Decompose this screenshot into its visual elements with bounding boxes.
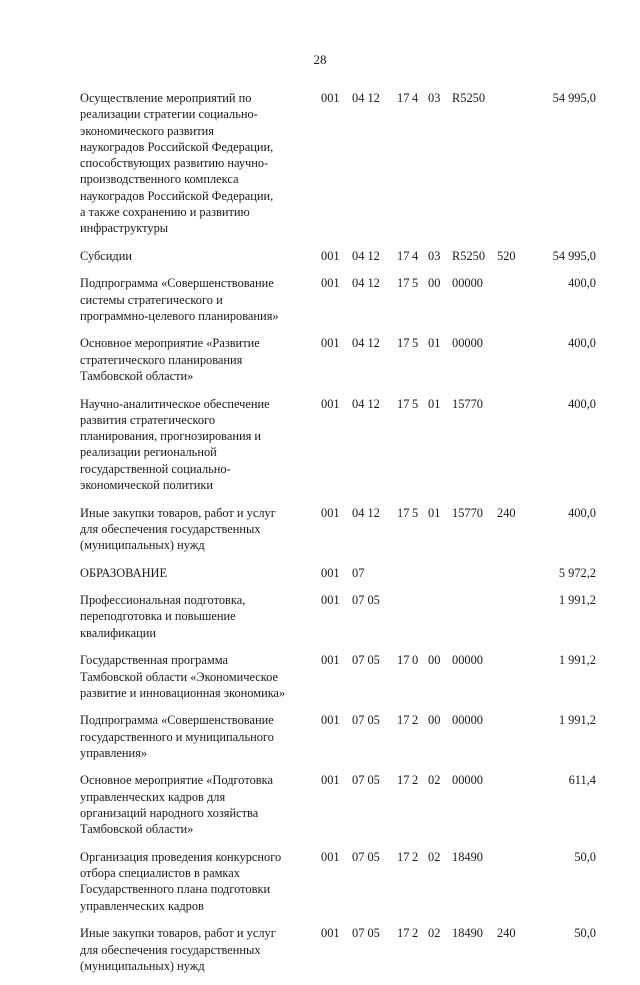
row-name-line: Субсидии	[80, 248, 132, 263]
row-name-line: управленческих кадров	[80, 898, 204, 913]
row-target-direction: 00000	[452, 336, 483, 351]
row-name-line: управленческих кадров для	[80, 789, 226, 804]
row-name-line: Тамбовской области «Экономическое	[80, 669, 279, 684]
row-target-direction: 00000	[452, 713, 483, 728]
row-name-line: Иные закупки товаров, работ и услуг	[80, 505, 276, 520]
row-section: 04 12	[352, 91, 380, 105]
table-row	[0, 592, 640, 652]
row-name-line: управления»	[80, 745, 148, 760]
row-name-line: Тамбовской области»	[80, 822, 194, 837]
row-amount: 400,0	[568, 276, 596, 291]
row-name-line: реализации стратегии социально-	[80, 107, 258, 122]
row-name-line: экономической политики	[80, 478, 213, 493]
row-name-line: ОБРАЗОВАНИЕ	[80, 565, 168, 580]
row-amount: 611,4	[568, 773, 596, 788]
row-amount: 400,0	[568, 396, 596, 411]
row-target-subprogram: 5	[412, 336, 419, 351]
row-code: 001	[321, 505, 340, 520]
row-name	[80, 396, 308, 494]
row-target-program: 17	[397, 276, 410, 291]
row-name	[80, 652, 308, 701]
row-name-line: государственного и муниципального	[80, 729, 274, 744]
row-target-event: 00	[428, 713, 441, 728]
row-name-line: Осуществление мероприятий по	[80, 91, 252, 105]
row-amount: 1 991,2	[558, 653, 596, 668]
row-target-event: 02	[428, 926, 441, 941]
row-target-subprogram: 5	[412, 276, 419, 291]
row-name-line: реализации региональной	[80, 445, 217, 460]
row-target-subprogram: 2	[412, 926, 419, 941]
row-name-line: Научно-аналитическое обеспечение	[80, 396, 270, 411]
row-name	[80, 712, 308, 761]
row-target-subprogram: 2	[412, 849, 419, 864]
row-code: 001	[321, 773, 340, 788]
row-name	[80, 772, 308, 837]
page-number: 28	[313, 52, 327, 67]
row-code: 001	[321, 849, 340, 864]
row-section: 04 12	[352, 276, 380, 291]
row-name	[80, 335, 308, 384]
row-code: 001	[321, 336, 340, 351]
table-row	[0, 565, 640, 593]
row-target-program: 17	[397, 926, 410, 941]
row-target-program: 17	[397, 336, 410, 351]
table-row	[0, 772, 640, 848]
row-amount: 50,0	[574, 926, 596, 941]
row-name-line: а также сохранению и развитию	[80, 205, 250, 220]
row-section: 04 12	[352, 505, 380, 520]
row-name-line: для обеспечения государственных	[80, 521, 261, 536]
row-name-line: экономического развития	[80, 123, 214, 138]
row-code: 001	[321, 248, 340, 263]
row-name	[80, 565, 308, 581]
row-target-event: 00	[428, 653, 441, 668]
row-target-subprogram: 0	[412, 653, 419, 668]
row-code: 001	[321, 653, 340, 668]
row-target-direction: 00000	[452, 653, 483, 668]
row-expense-type: 240	[497, 505, 516, 520]
row-target-direction: 18490	[452, 926, 483, 941]
row-section: 04 12	[352, 336, 380, 351]
row-target-event: 00	[428, 276, 441, 291]
row-target-program: 17	[397, 849, 410, 864]
row-name-line: системы стратегического и	[80, 292, 223, 307]
row-code: 001	[321, 276, 340, 291]
row-name-line: для обеспечения государственных	[80, 942, 261, 957]
row-name-line: переподготовка и повышение	[80, 609, 236, 624]
row-name-line: развития стратегического	[80, 412, 216, 427]
row-target-event: 02	[428, 849, 441, 864]
row-amount: 400,0	[568, 336, 596, 351]
row-target-program: 17	[397, 396, 410, 411]
row-target-program: 17	[397, 653, 410, 668]
row-section: 07 05	[352, 773, 380, 788]
table-row	[0, 712, 640, 772]
row-code: 001	[321, 713, 340, 728]
row-name-line: Организация проведения конкурсного	[80, 849, 282, 864]
row-target-program: 17	[397, 773, 410, 788]
row-name-line: Государственного плана подготовки	[80, 882, 271, 897]
row-target-direction: R5250	[452, 248, 486, 263]
row-target-event: 01	[428, 505, 441, 520]
row-name-line: (муниципальных) нужд	[80, 958, 205, 973]
row-target-subprogram: 2	[412, 713, 419, 728]
row-target-direction: 18490	[452, 849, 483, 864]
table-row	[0, 925, 640, 985]
row-target-event: 03	[428, 91, 441, 105]
row-expense-type: 520	[497, 248, 516, 263]
row-target-direction: 00000	[452, 773, 483, 788]
row-name-line: (муниципальных) нужд	[80, 538, 205, 553]
row-target-subprogram: 5	[412, 505, 419, 520]
row-name-line: Профессиональная подготовка,	[80, 593, 246, 608]
row-target-event: 01	[428, 396, 441, 411]
row-amount: 50,0	[574, 849, 596, 864]
row-name	[80, 592, 308, 641]
row-section: 07 05	[352, 713, 380, 728]
row-name-line: организаций народного хозяйства	[80, 806, 259, 821]
table-row	[0, 335, 640, 395]
row-name-line: производственного комплекса	[80, 172, 239, 187]
row-code: 001	[321, 565, 340, 580]
row-target-program: 17	[397, 91, 410, 105]
budget-table	[0, 90, 640, 985]
row-code: 001	[321, 396, 340, 411]
row-target-subprogram: 2	[412, 773, 419, 788]
row-name-line: Тамбовской области»	[80, 369, 194, 384]
row-name	[80, 275, 308, 324]
row-target-subprogram: 4	[412, 248, 419, 263]
row-name	[80, 505, 308, 554]
row-name-line: наукоградов Российской Федерации,	[80, 139, 274, 154]
row-amount: 1 991,2	[558, 593, 596, 608]
row-section: 07	[352, 565, 365, 580]
row-section: 07 05	[352, 926, 380, 941]
row-name-line: государственной социально-	[80, 461, 231, 476]
row-amount: 54 995,0	[552, 91, 596, 105]
table-row	[0, 248, 640, 276]
row-name-line: Иные закупки товаров, работ и услуг	[80, 926, 276, 941]
row-target-direction: R5250	[452, 91, 486, 105]
row-name-line: инфраструктуры	[80, 221, 169, 236]
row-section: 07 05	[352, 593, 380, 608]
row-code: 001	[321, 926, 340, 941]
table-row	[0, 275, 640, 335]
row-name-line: Основное мероприятие «Развитие	[80, 336, 260, 351]
table-row	[0, 849, 640, 925]
row-target-event: 01	[428, 336, 441, 351]
row-name-line: планирования, прогнозирования и	[80, 429, 262, 444]
row-name	[80, 248, 308, 264]
row-target-direction: 15770	[452, 396, 483, 411]
row-name	[80, 925, 308, 974]
row-target-event: 03	[428, 248, 441, 263]
row-name-line: отбора специалистов в рамках	[80, 866, 240, 881]
row-name-line: Подпрограмма «Совершенствование	[80, 713, 274, 728]
row-name	[80, 90, 308, 237]
row-name-line: Подпрограмма «Совершенствование	[80, 276, 274, 291]
row-name-line: стратегического планирования	[80, 352, 243, 367]
row-target-subprogram: 5	[412, 396, 419, 411]
row-section: 04 12	[352, 396, 380, 411]
table-row	[0, 652, 640, 712]
table-row	[0, 90, 640, 248]
row-name-line: программно-целевого планирования»	[80, 308, 279, 323]
row-code: 001	[321, 593, 340, 608]
table-row	[0, 505, 640, 565]
row-target-event: 02	[428, 773, 441, 788]
row-expense-type: 240	[497, 926, 516, 941]
row-section: 04 12	[352, 248, 380, 263]
table-row	[0, 396, 640, 505]
row-amount: 400,0	[568, 505, 596, 520]
row-name-line: способствующих развитию научно-	[80, 156, 269, 171]
row-target-direction: 15770	[452, 505, 483, 520]
row-target-program: 17	[397, 248, 410, 263]
row-amount: 5 972,2	[558, 565, 596, 580]
row-code: 001	[321, 91, 340, 105]
row-name-line: наукоградов Российской Федерации,	[80, 188, 274, 203]
row-target-program: 17	[397, 505, 410, 520]
row-name-line: развитие и инновационная экономика»	[80, 685, 286, 700]
row-name	[80, 849, 308, 914]
row-amount: 1 991,2	[558, 713, 596, 728]
row-target-subprogram: 4	[412, 91, 419, 105]
row-amount: 54 995,0	[552, 248, 596, 263]
row-target-direction: 00000	[452, 276, 483, 291]
row-section: 07 05	[352, 653, 380, 668]
row-name-line: Государственная программа	[80, 653, 228, 668]
row-section: 07 05	[352, 849, 380, 864]
row-name-line: квалификации	[80, 625, 157, 640]
row-target-program: 17	[397, 713, 410, 728]
row-name-line: Основное мероприятие «Подготовка	[80, 773, 273, 788]
